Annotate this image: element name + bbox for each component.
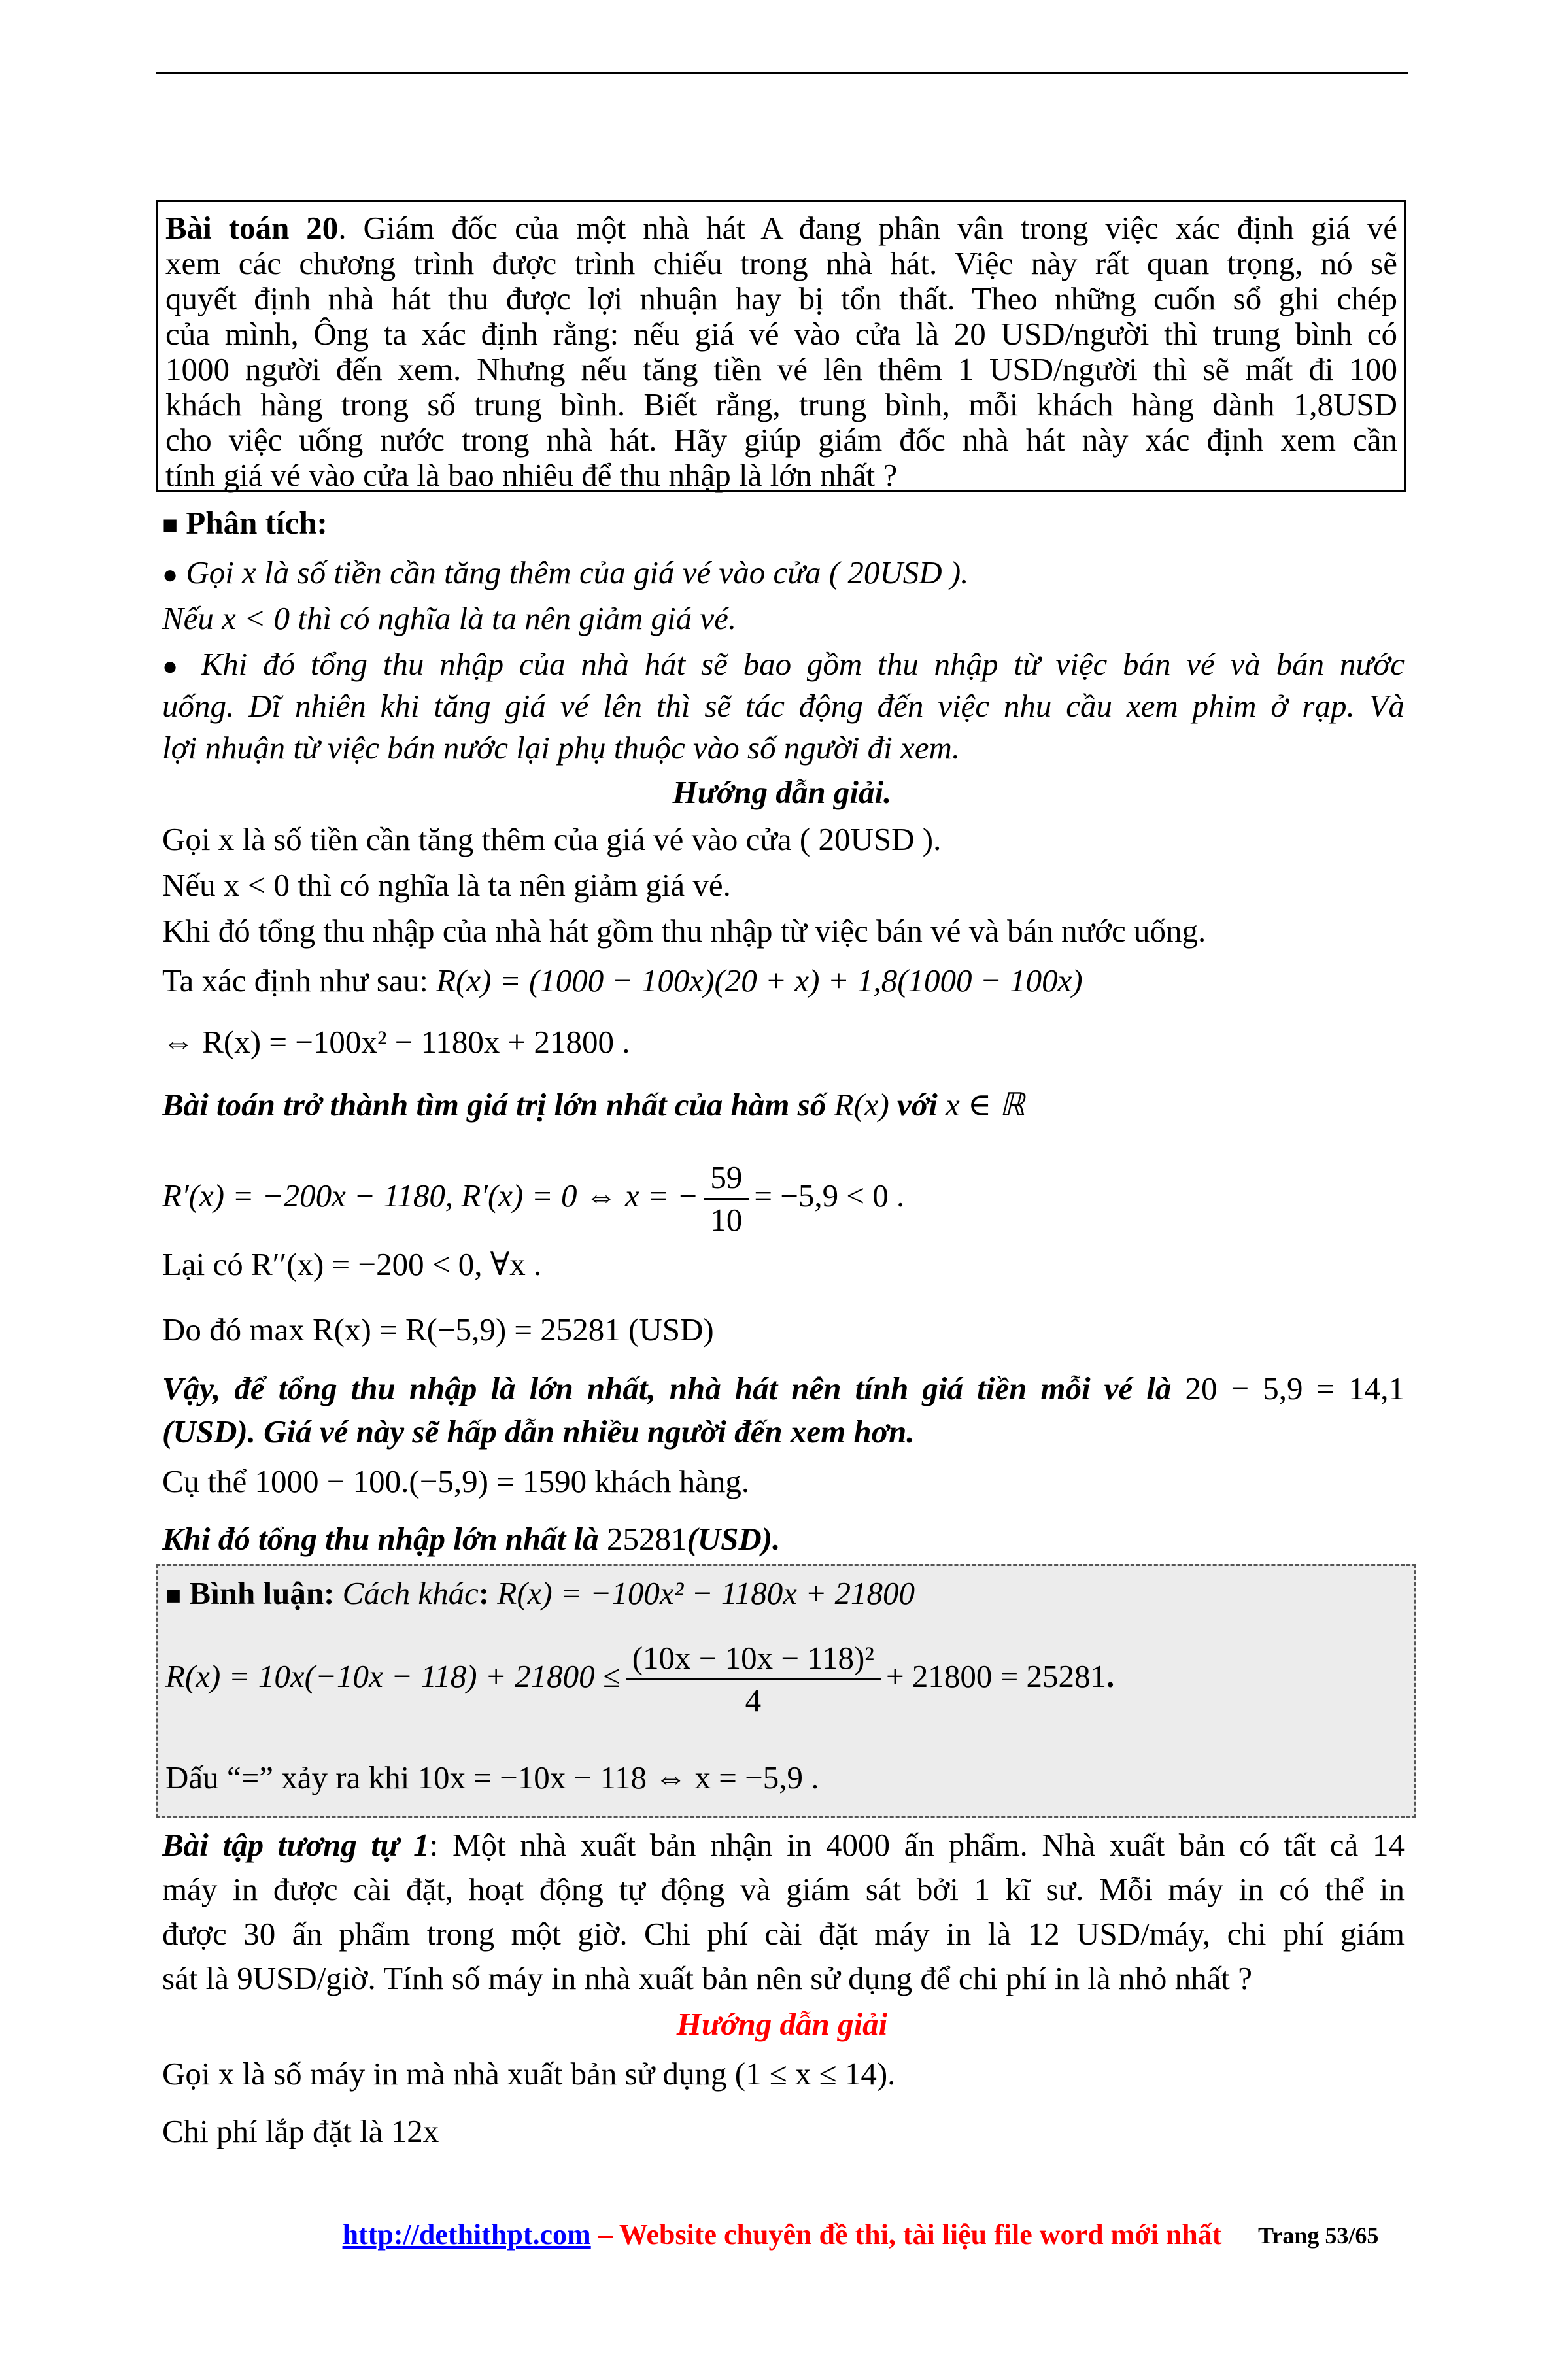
solution-line: Lại có R′′(x) = −200 < 0, ∀x . (162, 1246, 542, 1282)
analysis-line: uống. Dĩ nhiên khi tăng giá vé lên thì sẽ tác động đến việc nhu cầu xem phim ở rạp. Và (162, 688, 1405, 724)
exercise-line: máy in được cài đặt, hoạt động tự động và giám sát bởi 1 kĩ sư. Mỗi máy in có thể in (162, 1871, 1405, 1907)
solution-line: ⇔ R(x) = −100x² − 1180x + 21800 . (162, 1024, 630, 1060)
comment-line: ■ Bình luận: Cách khác: R(x) = −100x² − 1180x + 21800 (165, 1575, 915, 1611)
problem-line: của mình, Ông ta xác định rằng: nếu giá vé vào cửa là 20 USD/người thì trung bình có (165, 316, 1397, 352)
analysis-line: Nếu x < 0 thì có nghĩa là ta nên giảm giá vé. (162, 600, 737, 636)
footer-text: – Website chuyên đề thi, tài liệu file word mới nhất (590, 2218, 1222, 2251)
solution-heading: Hướng dẫn giải. (672, 774, 892, 810)
exercise-line: sát là 9USD/giờ. Tính số máy in nhà xuất bản nên sử dụng để chi phí in là nhỏ nhất ? (162, 1960, 1252, 1996)
fraction: $\frac{\text{(10x − 10x − 118)²}}{4}$ (626, 1638, 881, 1721)
solution-line: Gọi x là số tiền cần tăng thêm của giá vé vào cửa ( 20USD ). (162, 821, 942, 857)
exercise-line: được 30 ấn phẩm trong một giờ. Chi phí cài đặt máy in là 12 USD/máy, chi phí giám (162, 1916, 1405, 1952)
solution-line: Ta xác định như sau: R(x) = (1000 − 100x)(20 + x) + 1,8(1000 − 100x) (162, 962, 1083, 998)
revenue-formula: R(x) = (1000 − 100x)(20 + x) + 1,8(1000 − 100x) (436, 962, 1083, 998)
analysis-line: lợi nhuận từ việc bán nước lại phụ thuộc vào số người đi xem. (162, 730, 961, 766)
problem-box (156, 200, 1406, 492)
solution-line: Khi đó tổng thu nhập lớn nhất là 25281(USD). (162, 1521, 781, 1557)
problem-line: xem các chương trình được trình chiếu trong nhà hát. Việc này rất quan trọng, nó sẽ (165, 245, 1397, 281)
problem-label: Bài toán 20 (165, 210, 339, 246)
problem-line: quyết định nhà hát thu được lợi nhuận hay bị tổn thất. Theo những cuốn sổ ghi chép (165, 280, 1397, 316)
solution-line: Bài toán trở thành tìm giá trị lớn nhất của hàm số R(x) với x ∈ ℝ (162, 1087, 1025, 1123)
solution-line: Vậy, để tổng thu nhập là lớn nhất, nhà hát nên tính giá tiền mỗi vé là 20 − 5,9 = 14,1 (162, 1370, 1405, 1406)
fraction: $\frac{59}{10}$ (704, 1157, 749, 1240)
footer (156, 2218, 1408, 2251)
exercise-line: Chi phí lắp đặt là 12x (162, 2113, 439, 2149)
problem-line: Bài toán 20. Giám đốc của một nhà hát A đang phân vân trong việc xác định giá vé (165, 210, 1397, 246)
problem-line: 1000 người đến xem. Nhưng nếu tăng tiền vé lên thêm 1 USD/người thì sẽ mất đi 100 (165, 351, 1397, 387)
solution-line: Khi đó tổng thu nhập của nhà hát gồm thu nhập từ việc bán vé và bán nước uống. (162, 913, 1206, 949)
exercise-line: Bài tập tương tự 1: Một nhà xuất bản nhận in 4000 ấn phẩm. Nhà xuất bản có tất cả 14 (162, 1827, 1405, 1863)
solution-line: Do đó max R(x) = R(−5,9) = 25281 (USD) (162, 1312, 714, 1348)
dot-bullet-icon: ● (162, 651, 186, 681)
comment-box (156, 1564, 1416, 1818)
problem-line: cho việc uống nước trong nhà hát. Hãy giúp giám đốc nhà hát này xác định xem cần (165, 422, 1397, 458)
problem-line: khách hàng trong số trung bình. Biết rằng, trung bình, mỗi khách hàng dành 1,8USD (165, 386, 1397, 422)
solution-line: (USD). Giá vé này sẽ hấp dẫn nhiều người đến xem hơn. (162, 1414, 915, 1450)
problem-line: tính giá vé vào cửa là bao nhiêu để thu nhập là lớn nhất ? (165, 457, 898, 493)
comment-line: Dấu “=” xảy ra khi 10x = −10x − 118 ⇔ x = −5,9 . (165, 1760, 819, 1795)
website-link[interactable]: http://dethithpt.com (342, 2218, 591, 2251)
solution-line: Nếu x < 0 thì có nghĩa là ta nên giảm giá vé. (162, 867, 731, 903)
page-number: Trang 53/65 (1258, 2222, 1379, 2249)
exercise-heading: Hướng dẫn giải (676, 2006, 888, 2042)
analysis-heading: ■ Phân tích: (162, 505, 328, 541)
comment-inequality: R(x) = 10x(−10x − 118) + 21800 ≤ $\frac{\text{(10x − 10x − 118)²}}{4}$ + 21800 = 25281. (165, 1638, 1408, 1721)
square-bullet-icon: ■ (162, 510, 179, 539)
square-bullet-icon: ■ (165, 1580, 182, 1610)
header-rule (156, 72, 1408, 74)
derivative-line: R′(x) = −200x − 1180, R′(x) = 0 ⇔ x = − $\frac{59}{10}$ = −5,9 < 0 . (162, 1157, 1405, 1240)
dot-bullet-icon: ● (162, 560, 179, 589)
exercise-line: Gọi x là số máy in mà nhà xuất bản sử dụng (1 ≤ x ≤ 14). (162, 2056, 896, 2092)
analysis-line: ● Gọi x là số tiền cần tăng thêm của giá vé vào cửa ( 20USD ). (162, 554, 969, 590)
solution-line: Cụ thể 1000 − 100.(−5,9) = 1590 khách hàng. (162, 1463, 750, 1499)
analysis-line: ● Khi đó tổng thu nhập của nhà hát sẽ bao gồm thu nhập từ việc bán vé và bán nước (162, 646, 1405, 682)
exercise-label: Bài tập tương tự 1 (162, 1827, 430, 1863)
